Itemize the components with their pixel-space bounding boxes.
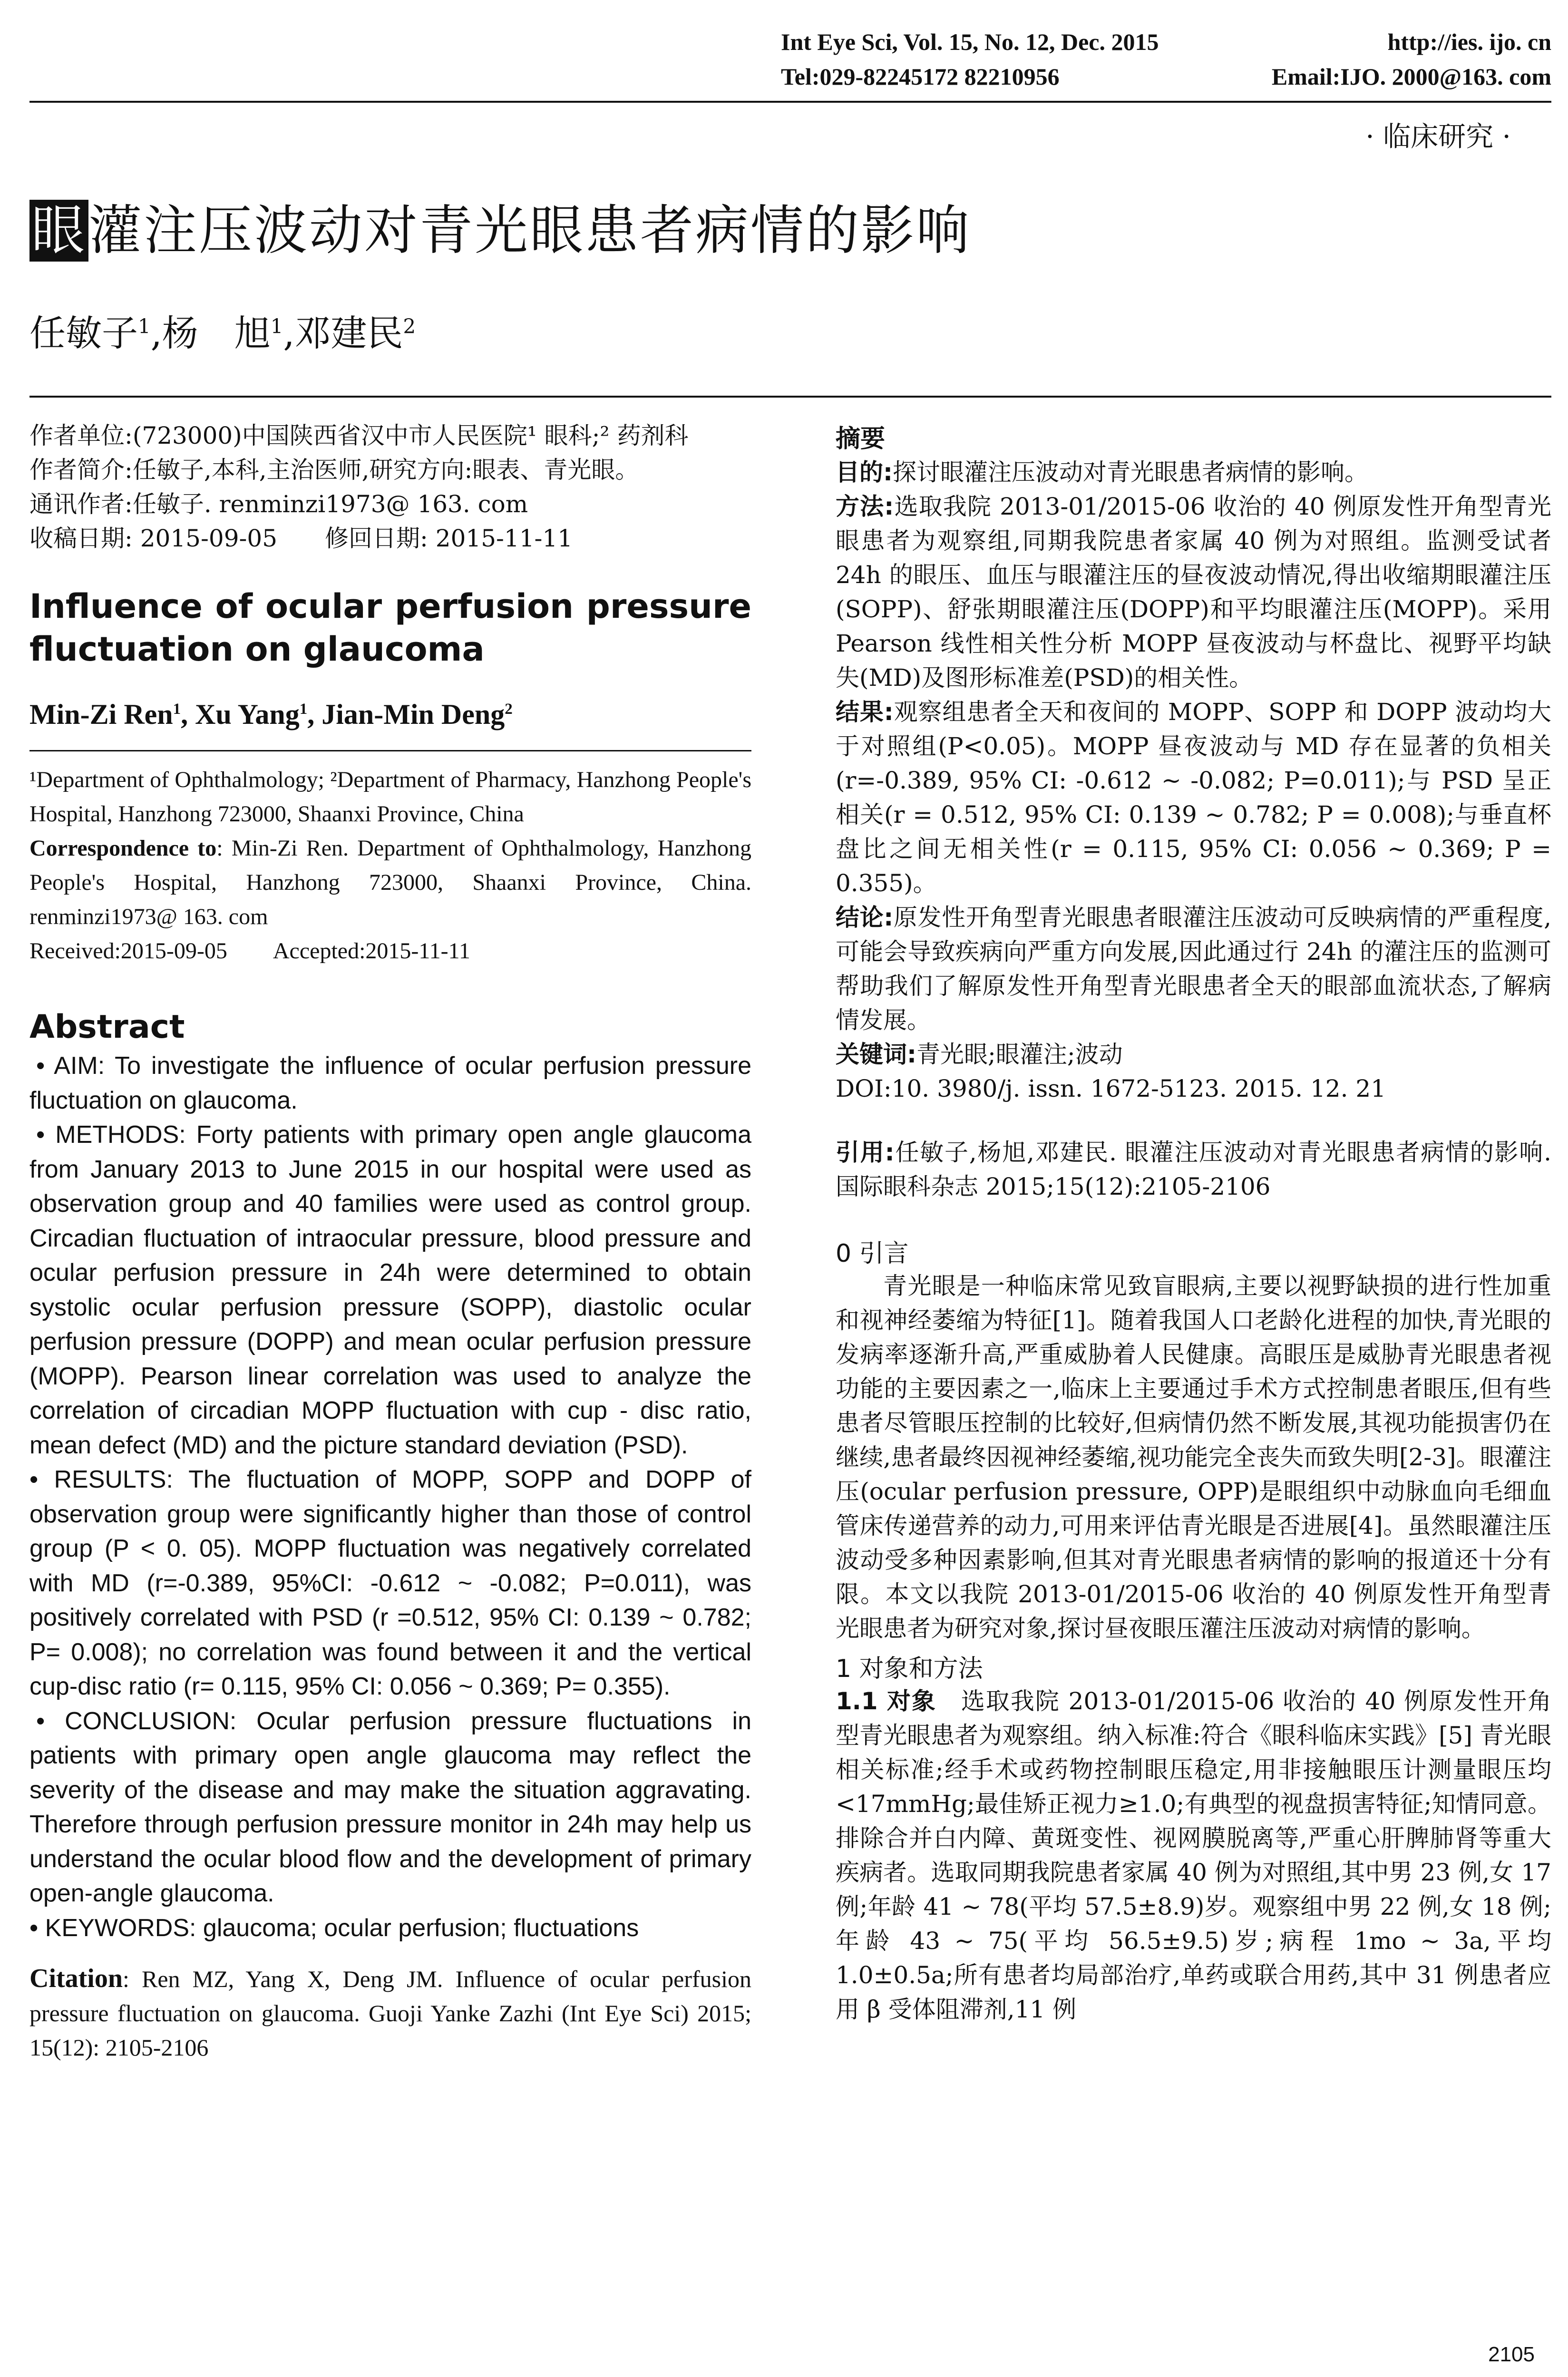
page-number: 2105: [1488, 2343, 1535, 2366]
doi[interactable]: DOI:10. 3980/j. issn. 1672-5123. 2015. 12. 21: [836, 1075, 1386, 1102]
right-column: [836, 419, 1551, 2026]
journal-header: [781, 25, 1551, 94]
abstract-cn-methods: [836, 489, 1551, 695]
citation-cn-text: 任敏子,杨旭,邓建民. 眼灌注压波动对青光眼患者病情的影响. 国际眼科杂志 2015;15(12):2105-2106: [836, 1139, 1551, 1200]
abstract-aim: • AIM: To investigate the influence of ocular perfusion pressure fluctuation on glaucoma.: [29, 1052, 751, 1114]
label-conclusion: 结论:: [836, 904, 894, 931]
author-name-en: , Jian-Min Deng: [307, 699, 505, 730]
dates-cn: 收稿日期: 2015-09-05 修回日期: 2015-11-11: [29, 525, 573, 552]
abstract-cn: [836, 455, 1551, 1106]
correspondence-en: [29, 831, 751, 934]
section-tag: · 临床研究 ·: [1365, 120, 1511, 153]
author-name: ,邓建民: [283, 312, 403, 354]
journal-email[interactable]: Email:IJO. 2000@163. com: [1271, 63, 1551, 90]
citation-cn: [836, 1135, 1551, 1204]
subsection-text: 选取我院 2013-01/2015-06 收治的 40 例原发性开角型青光眼患者为观察组。纳入标准:符合《眼科临床实践》[5] 青光眼相关标准;经手术或药物控制眼压稳定,用非接触眼压计测量眼压均<17mmHg;最佳矫正视力≥1.0;有典型的视盘损害特征;知情同意。排除合并白内障、黄斑变性、视网膜脱离等,严重心肝脾肺肾等重大疾病者。选取同期我院患者家属 40 例为对照组,其中男 23 例,女 17 例;年龄 41 ~ 78(平均 57.5±8.9)岁。观察组中男 22 例,女 18 例;年龄 43 ~ 75(平均 56.5±9.5)岁;病程 1mo ~ 3a,平均 1.0±0.5a;所有患者均局部治疗,单药或联合用药,其中 31 例患者应用 β 受体阻滞剂,11 例: [836, 1687, 1551, 2023]
citation-cn-label: 引用:: [836, 1139, 895, 1166]
dates-en: Received:2015-09-05 Accepted:2015-11-11: [29, 938, 470, 964]
title-drop-cap: 眼: [29, 200, 88, 262]
subsection-label: 1.1 对象: [836, 1687, 936, 1715]
abstract-keywords: • KEYWORDS: glaucoma; ocular perfusion; fluctuations: [29, 1914, 639, 1942]
author-info-cn: [29, 419, 751, 555]
label-aim: 目的:: [836, 458, 893, 486]
divider: [29, 750, 751, 751]
abstract-cn-aim: [836, 455, 1551, 489]
authors-cn: [29, 304, 416, 356]
author-name-en: , Xu Yang: [181, 699, 300, 730]
authors-en: [29, 698, 751, 731]
methods-heading: 1 对象和方法: [836, 1655, 983, 1683]
correspondence-cn: 通讯作者:任敏子. renminzi1973@ 163. com: [29, 490, 528, 518]
abstract-heading: Abstract: [29, 1008, 185, 1046]
journal-info: Int Eye Sci, Vol. 15, No. 12, Dec. 2015: [781, 29, 1159, 55]
title-text: 灌注压波动对青光眼患者病情的影响: [88, 200, 971, 262]
intro-heading: 0 引言: [836, 1239, 909, 1268]
citation-en: [29, 1961, 751, 2065]
citation-label: Citation: [29, 1964, 123, 1993]
author-bio-cn: 作者简介:任敏子,本科,主治医师,研究方向:眼表、青光眼。: [29, 456, 639, 484]
methods-paragraph: [836, 1684, 1551, 2026]
abstract-conclusion: • CONCLUSION: Ocular perfusion pressure fluctuations in patients with primary open angle glaucoma may reflect the severity of the disease and may make the situation aggravating. Therefore through perfusion pressure monitor in 24h may help us understand the ocular blood flow and the development of primary open-angle glaucoma.: [29, 1707, 751, 1907]
text-aim: 探讨眼灌注压波动对青光眼患者病情的影响。: [893, 458, 1368, 486]
article-title: [29, 188, 971, 264]
author-affil-mark: 1: [173, 701, 181, 718]
citation-text: : Ren MZ, Yang X, Deng JM. Influence of ocular perfusion pressure fluctuation on glaucoma. Guoji Yanke Zazhi (Int Eye Sci) 2015; 15(12): 2105-2106: [29, 1966, 751, 2061]
journal-tel: Tel:029-82245172 82210956: [781, 63, 1060, 90]
affiliation-en: [29, 763, 751, 968]
correspondence-text: : Min-Zi Ren. Department of Ophthalmology, Hanzhong People's Hospital, Hanzhong 723000, Shaanxi Province, China. renminzi1973@ 163. com: [29, 836, 751, 929]
author-name: ,杨 旭: [150, 312, 271, 354]
author-affil-mark: 2: [505, 701, 513, 718]
abstract-methods: • METHODS: Forty patients with primary open angle glaucoma from January 2013 to June 2015 in our hospital were used as observation group and 40 families were used as control group. Circadian fluctuation of intraocular pressure, blood pressure and ocular perfusion pressure in 24h were determined to obtain systolic ocular perfusion pressure (SOPP), diastolic ocular perfusion pressure (DOPP) and mean ocular perfusion pressure (MOPP). Pearson linear correlation was used to analyze the correlation of circadian MOPP fluctuation with cup - disc ratio, mean defect (MD) and the picture standard deviation (PSD).: [29, 1121, 751, 1459]
abstract-cn-results: [836, 695, 1551, 900]
title-rule: [29, 396, 1551, 398]
intro-paragraph: 青光眼是一种临床常见致盲眼病,主要以视野缺损的进行性加重和视神经萎缩为特征[1]。随着我国人口老龄化进程的加快,青光眼的发病率逐渐升高,严重威胁着人民健康。高眼压是威胁青光眼患者视功能的主要因素之一,临床上主要通过手术方式控制患者眼压,但有些患者尽管眼压控制的比较好,但病情仍然不断发展,其视功能损害仍在继续,患者最终因视神经萎缩,视功能完全丧失而致失明[2-3]。眼灌注压(ocular perfusion pressure, OPP)是眼组织中动脉血向毛细血管床传递营养的动力,可用来评估青光眼是否进展[4]。虽然眼灌注压波动受多种因素影响,但其对青光眼患者病情的影响的报道还十分有限。本文以我院 2013-01/2015-06 收治的 40 例原发性开角型青光眼患者为研究对象,探讨昼夜眼压灌注压波动对病情的影响。: [836, 1272, 1551, 1642]
author-affil-mark: 1: [299, 701, 308, 718]
affiliation-text: ¹Department of Ophthalmology; ²Department of Pharmacy, Hanzhong People's Hospital, Hanzhong 723000, Shaanxi Province, China: [29, 767, 751, 827]
author-affil-mark: 1: [138, 314, 151, 338]
header-rule: [29, 101, 1551, 103]
left-column: [29, 419, 751, 2065]
label-methods: 方法:: [836, 493, 894, 520]
label-results: 结果:: [836, 698, 894, 726]
author-name-en: Min-Zi Ren: [29, 699, 173, 730]
text-methods: 选取我院 2013-01/2015-06 收治的 40 例原发性开角型青光眼患者为观察组,同期我院患者家属 40 例为对照组。监测受试者 24h 的眼压、血压与眼灌注压的昼夜波动情况,得出收缩期眼灌注压(SOPP)、舒张期眼灌注压(DOPP)和平均眼灌注压(MOPP)。采用 Pearson 线性相关性分析 MOPP 昼夜波动与杯盘比、视野平均缺失(MD)及图形标准差(PSD)的相关性。: [836, 493, 1551, 692]
author-affil-mark: 2: [403, 314, 416, 338]
abstract-results: • RESULTS: The fluctuation of MOPP, SOPP and DOPP of observation group were significantly higher than those of control group (P < 0. 05). MOPP fluctuation was negatively correlated with MD (r=-0.389, 95%CI: -0.612 ~ -0.082; P=0.011), was positively correlated with PSD (r =0.512, 95% CI: 0.139 ~ 0.782; P= 0.008); no correlation was found between it and the vertical cup-disc ratio (r= 0.115, 95% CI: 0.056 ~ 0.369; P= 0.355).: [29, 1466, 751, 1700]
abstract-cn-conclusion: [836, 900, 1551, 1037]
author-affil-mark: 1: [270, 314, 283, 338]
label-keywords: 关键词:: [836, 1041, 916, 1068]
correspondence-label: Correspondence to: [29, 836, 217, 861]
abstract-cn-keywords: [836, 1037, 1551, 1072]
text-results: 观察组患者全天和夜间的 MOPP、SOPP 和 DOPP 波动均大于对照组(P<0.05)。MOPP 昼夜波动与 MD 存在显著的负相关(r=-0.389, 95% CI: -0.612 ~ -0.082; P=0.011);与 PSD 呈正相关(r = 0.512, 95% CI: 0.139 ~ 0.782; P = 0.008);与垂直杯盘比之间无相关性(r = 0.115, 95% CI: 0.056 ~ 0.369; P = 0.355)。: [836, 698, 1551, 897]
text-keywords: 青光眼;眼灌注;波动: [916, 1041, 1123, 1068]
abstract-cn-heading: 摘要: [836, 425, 886, 453]
affiliation-cn: 作者单位:(723000)中国陕西省汉中市人民医院¹ 眼科;² 药剂科: [29, 422, 689, 449]
english-title: Influence of ocular perfusion pressure fluctuation on glaucoma: [29, 587, 751, 669]
journal-url[interactable]: http://ies. ijo. cn: [1387, 29, 1551, 55]
author-name: 任敏子: [29, 312, 138, 354]
text-conclusion: 原发性开角型青光眼患者眼灌注压波动可反映病情的严重程度,可能会导致疾病向严重方向发展,因此通过行 24h 的灌注压的监测可帮助我们了解原发性开角型青光眼患者全天的眼部血流状态,了解病情发展。: [836, 904, 1551, 1034]
abstract-en: [29, 1049, 751, 1945]
